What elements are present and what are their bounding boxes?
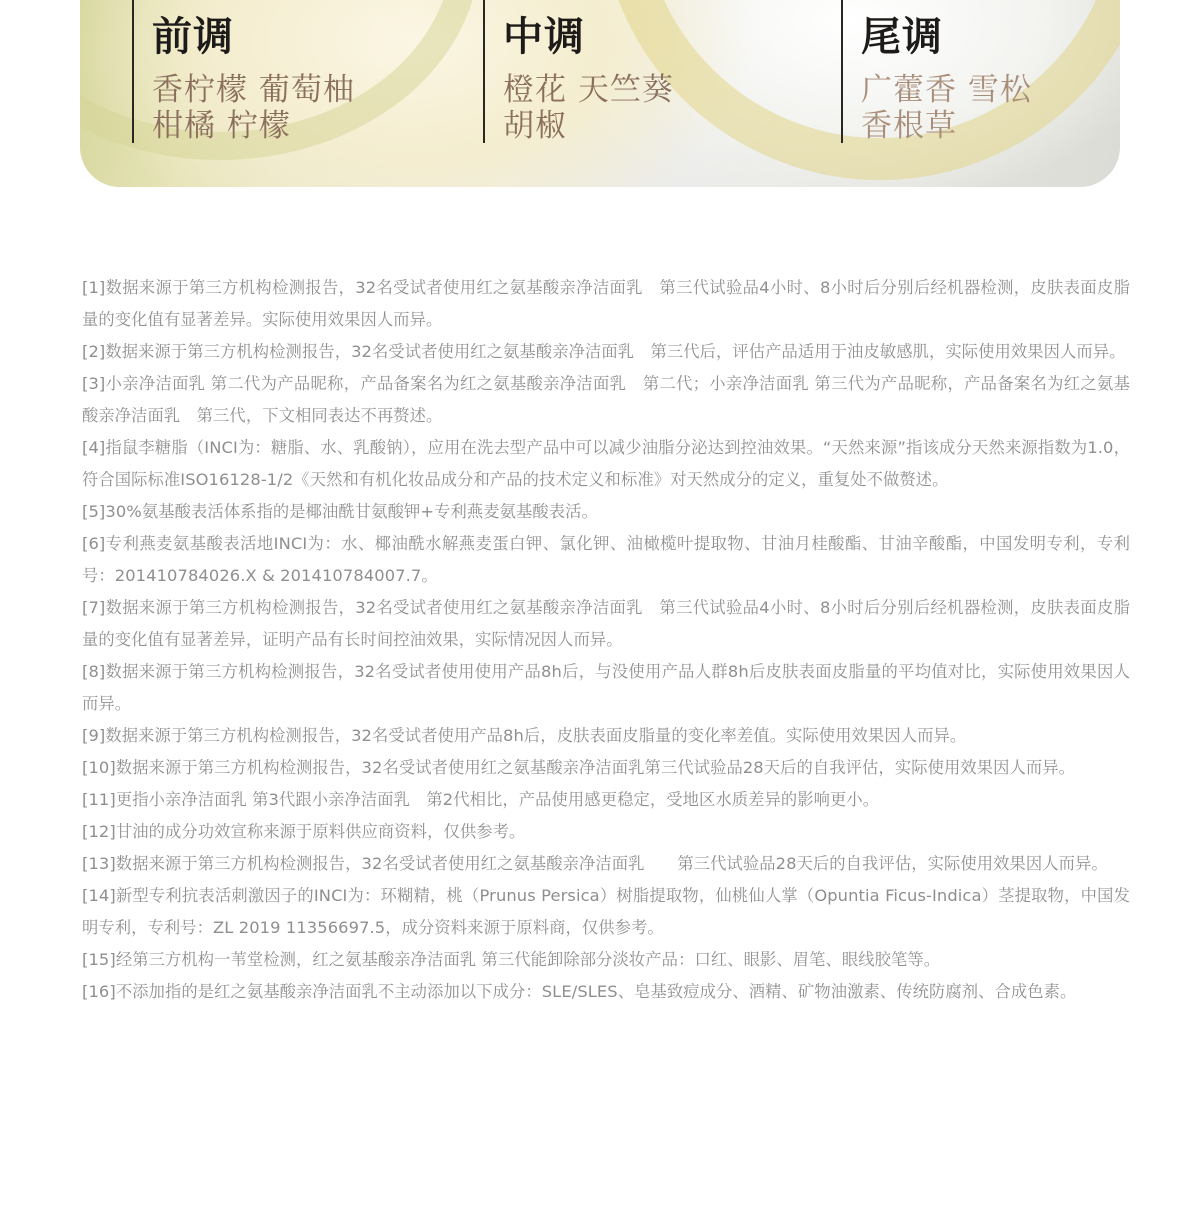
- footnote-item: [11]更指小亲净洁面乳 第3代跟小亲净洁面乳 第2代相比，产品使用感更稳定，受地区水质差异的影响更小。: [82, 790, 880, 809]
- footnote-item: [1]数据来源于第三方机构检测报告，32名受试者使用红之氨基酸亲净洁面乳 第三代试验品4小时、8小时后分别后经机器检测，皮肤表面皮脂量的变化值有显著差异。实际使用效果因人而异。: [82, 278, 1130, 329]
- footnote-item: [10]数据来源于第三方机构检测报告，32名受试者使用红之氨基酸亲净洁面乳第三代试验品28天后的自我评估，实际使用效果因人而异。: [82, 758, 1076, 777]
- middle-notes-line: 橙花 天竺葵: [503, 72, 674, 108]
- middle-notes-column: [483, 0, 823, 143]
- footnote-item: [6]专利燕麦氨基酸表活地INCI为：水、椰油酰水解燕麦蛋白钾、氯化钾、油橄榄叶提取物、甘油月桂酸酯、甘油辛酸酯，中国发明专利，专利号：201410784026.X & 201410784007.7。: [82, 534, 1130, 585]
- base-notes-line: 香根草: [861, 108, 957, 144]
- base-notes-line: 广藿香 雪松: [861, 72, 1032, 108]
- footnote-item: [5]30%氨基酸表活体系指的是椰油酰甘氨酸钾+专利燕麦氨基酸表活。: [82, 502, 598, 521]
- footnotes-list: [82, 272, 1130, 1008]
- footnote-item: [2]数据来源于第三方机构检测报告，32名受试者使用红之氨基酸亲净洁面乳 第三代后，评估产品适用于油皮敏感肌，实际使用效果因人而异。: [82, 342, 1126, 361]
- base-notes-column: [841, 0, 1111, 143]
- middle-notes-title: 中调: [503, 14, 585, 60]
- footnote-item: [8]数据来源于第三方机构检测报告，32名受试者使用使用产品8h后，与没使用产品人群8h后皮肤表面皮脂量的平均值对比，实际使用效果因人而异。: [82, 662, 1130, 713]
- footnote-item: [14]新型专利抗表活刺激因子的INCI为：环糊精，桃（Prunus Persica）树脂提取物，仙桃仙人掌（Opuntia Ficus-Indica）茎提取物，中国发明专利，专利号：ZL 2019 11356697.5，成分资料来源于原料商，仅供参考。: [82, 886, 1130, 937]
- footnote-item: [15]经第三方机构一苇堂检测，红之氨基酸亲净洁面乳 第三代能卸除部分淡妆产品：口红、眼影、眉笔、眼线胶笔等。: [82, 950, 941, 969]
- fragrance-notes-banner: [80, 0, 1120, 187]
- middle-notes-line: 胡椒: [503, 108, 567, 144]
- base-notes-list: [861, 72, 1111, 144]
- top-notes-line: 柑橘 柠檬: [152, 108, 291, 144]
- footnote-item: [9]数据来源于第三方机构检测报告，32名受试者使用产品8h后，皮肤表面皮脂量的变化率差值。实际使用效果因人而异。: [82, 726, 967, 745]
- top-notes-column: [132, 0, 472, 143]
- footnote-item: [4]指鼠李糖脂（INCI为：糖脂、水、乳酸钠），应用在洗去型产品中可以减少油脂分泌达到控油效果。“天然来源”指该成分天然来源指数为1.0，符合国际标准ISO16128-1/2《天然和有机化妆品成分和产品的技术定义和标准》对天然成分的定义，重复处不做赘述。: [82, 438, 1130, 489]
- top-notes-list: [152, 72, 472, 144]
- footnote-item: [7]数据来源于第三方机构检测报告，32名受试者使用红之氨基酸亲净洁面乳 第三代试验品4小时、8小时后分别后经机器检测，皮肤表面皮脂量的变化值有显著差异，证明产品有长时间控油效果，实际情况因人而异。: [82, 598, 1130, 649]
- middle-notes-list: [503, 72, 823, 144]
- footnote-item: [16]不添加指的是红之氨基酸亲净洁面乳不主动添加以下成分：SLE/SLES、皂基致痘成分、酒精、矿物油激素、传统防腐剂、合成色素。: [82, 982, 1077, 1001]
- footnote-item: [12]甘油的成分功效宣称来源于原料供应商资料，仅供参考。: [82, 822, 526, 841]
- base-notes-title: 尾调: [861, 14, 943, 60]
- footnote-item: [13]数据来源于第三方机构检测报告，32名受试者使用红之氨基酸亲净洁面乳 第三代试验品28天后的自我评估，实际使用效果因人而异。: [82, 854, 1108, 873]
- top-notes-title: 前调: [152, 14, 234, 60]
- top-notes-line: 香柠檬 葡萄柚: [152, 72, 355, 108]
- footnote-item: [3]小亲净洁面乳 第二代为产品昵称，产品备案名为红之氨基酸亲净洁面乳 第二代；小亲净洁面乳 第三代为产品昵称，产品备案名为红之氨基酸亲净洁面乳 第三代，下文相同表达不再赘述。: [82, 374, 1130, 425]
